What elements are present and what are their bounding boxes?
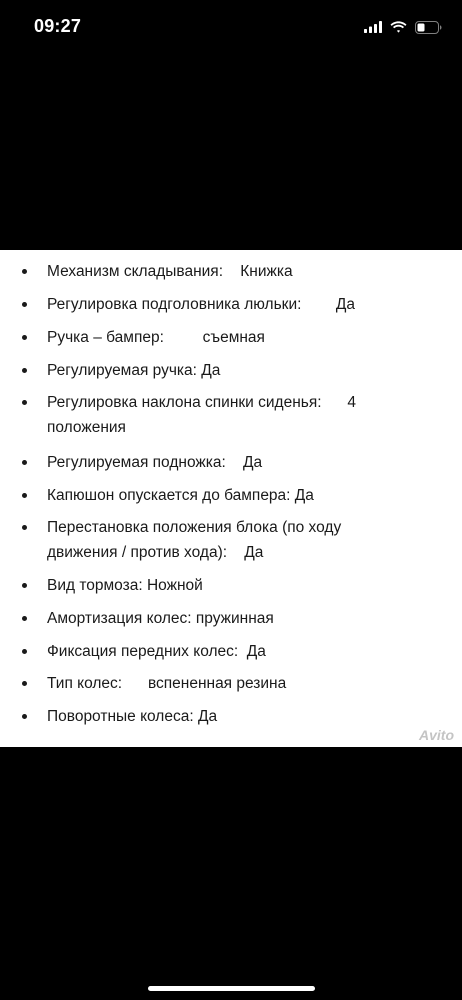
spec-text: Тип колес: вспененная резина bbox=[47, 675, 287, 692]
spec-text: Ручка – бампер: съемная bbox=[47, 329, 265, 346]
spec-item bbox=[0, 358, 462, 383]
status-bar bbox=[0, 0, 462, 56]
spec-item bbox=[0, 483, 462, 508]
spec-item bbox=[0, 573, 462, 598]
battery-icon bbox=[415, 21, 442, 34]
spec-item bbox=[0, 259, 462, 284]
spec-item bbox=[0, 606, 462, 631]
bullet-icon bbox=[22, 269, 27, 274]
spec-item bbox=[0, 704, 462, 729]
bullet-icon bbox=[22, 649, 27, 654]
spec-item bbox=[0, 639, 462, 664]
spec-text: положения bbox=[47, 419, 126, 436]
status-icons bbox=[364, 18, 442, 36]
bullet-icon bbox=[22, 681, 27, 686]
spec-item bbox=[0, 515, 462, 565]
spec-text: Механизм складывания: Книжка bbox=[47, 263, 293, 280]
spec-text: Амортизация колес: пружинная bbox=[47, 610, 274, 627]
spec-text: движения / против хода): Да bbox=[47, 544, 264, 561]
home-indicator[interactable] bbox=[148, 986, 315, 991]
spec-text: Перестановка положения блока (по ходу bbox=[47, 519, 342, 536]
spec-item bbox=[0, 450, 462, 475]
bullet-icon bbox=[22, 493, 27, 498]
listing-photo[interactable] bbox=[0, 250, 462, 747]
spec-text: Капюшон опускается до бампера: Да bbox=[47, 487, 314, 504]
spec-text: Поворотные колеса: Да bbox=[47, 708, 218, 725]
bullet-icon bbox=[22, 616, 27, 621]
bullet-icon bbox=[22, 400, 27, 405]
wifi-icon bbox=[390, 21, 407, 33]
avito-watermark: Avito bbox=[419, 727, 454, 743]
spec-text: Регулировка наклона спинки сиденья: 4 bbox=[47, 394, 357, 411]
bullet-icon bbox=[22, 714, 27, 719]
spec-text: Регулировка подголовника люльки: Да bbox=[47, 296, 355, 313]
cellular-signal-icon bbox=[364, 21, 382, 33]
spec-item bbox=[0, 390, 462, 440]
spec-item bbox=[0, 325, 462, 350]
spec-text: Регулируемая подножка: Да bbox=[47, 454, 263, 471]
spec-item bbox=[0, 671, 462, 696]
bullet-icon bbox=[22, 583, 27, 588]
bullet-icon bbox=[22, 368, 27, 373]
bullet-icon bbox=[22, 302, 27, 307]
spec-text: Вид тормоза: Ножной bbox=[47, 577, 203, 594]
bullet-icon bbox=[22, 335, 27, 340]
spec-item bbox=[0, 292, 462, 317]
status-time: 09:27 bbox=[34, 16, 82, 36]
spec-text: Фиксация передних колес: Да bbox=[47, 643, 266, 660]
spec-text: Регулируемая ручка: Да bbox=[47, 362, 221, 379]
bullet-icon bbox=[22, 525, 27, 530]
bullet-icon bbox=[22, 460, 27, 465]
